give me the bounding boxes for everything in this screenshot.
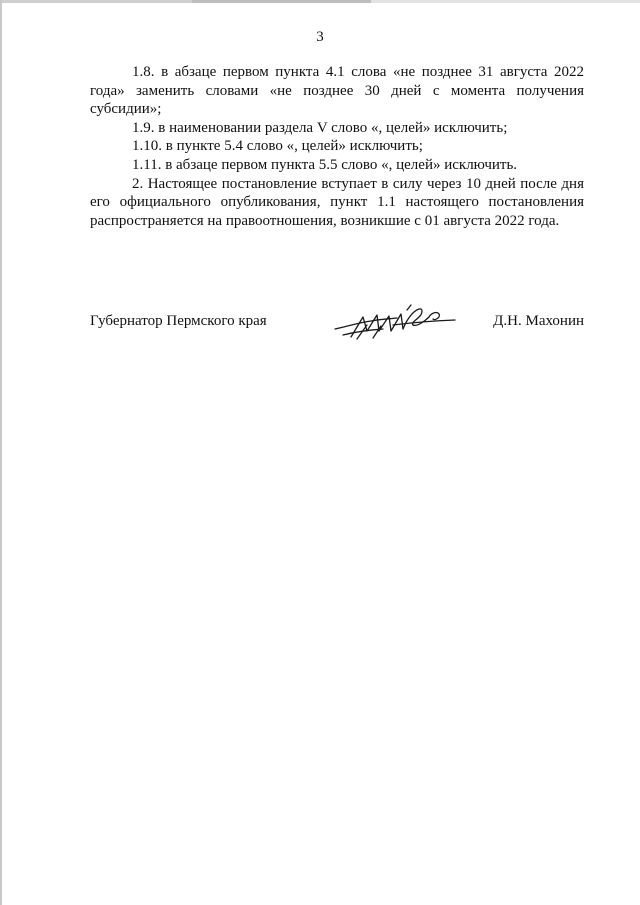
scan-top-edge (0, 0, 640, 3)
scan-left-edge (0, 0, 2, 905)
signature-block (90, 313, 584, 353)
handwritten-signature (333, 301, 457, 345)
paragraph-1-8: 1.8. в абзаце первом пункта 4.1 слова «не позднее 31 августа 2022 года» заменить словами «не позднее 30 дней с момента получения субсидии»; (90, 64, 584, 118)
paragraph-2: 2. Настоящее постановление вступает в силу через 10 дней после дня его официального опубликования, пункт 1.1 настоящего постановления распространяется на правоотношения, возникшие с 01 августа 2022 года. (90, 175, 584, 229)
signatory-title: Губернатор Пермского края (90, 313, 267, 329)
paragraph-1-9: 1.9. в наименовании раздела V слово «, целей» исключить; (132, 119, 508, 136)
page-number: 3 (316, 29, 324, 45)
document-body (90, 63, 584, 230)
paragraph-1-11: 1.11. в абзаце первом пункта 5.5 слово «, целей» исключить. (132, 156, 518, 173)
signatory-name: Д.Н. Махонин (493, 313, 584, 329)
paragraph-1-10: 1.10. в пункте 5.4 слово «, целей» исключить; (132, 138, 423, 155)
